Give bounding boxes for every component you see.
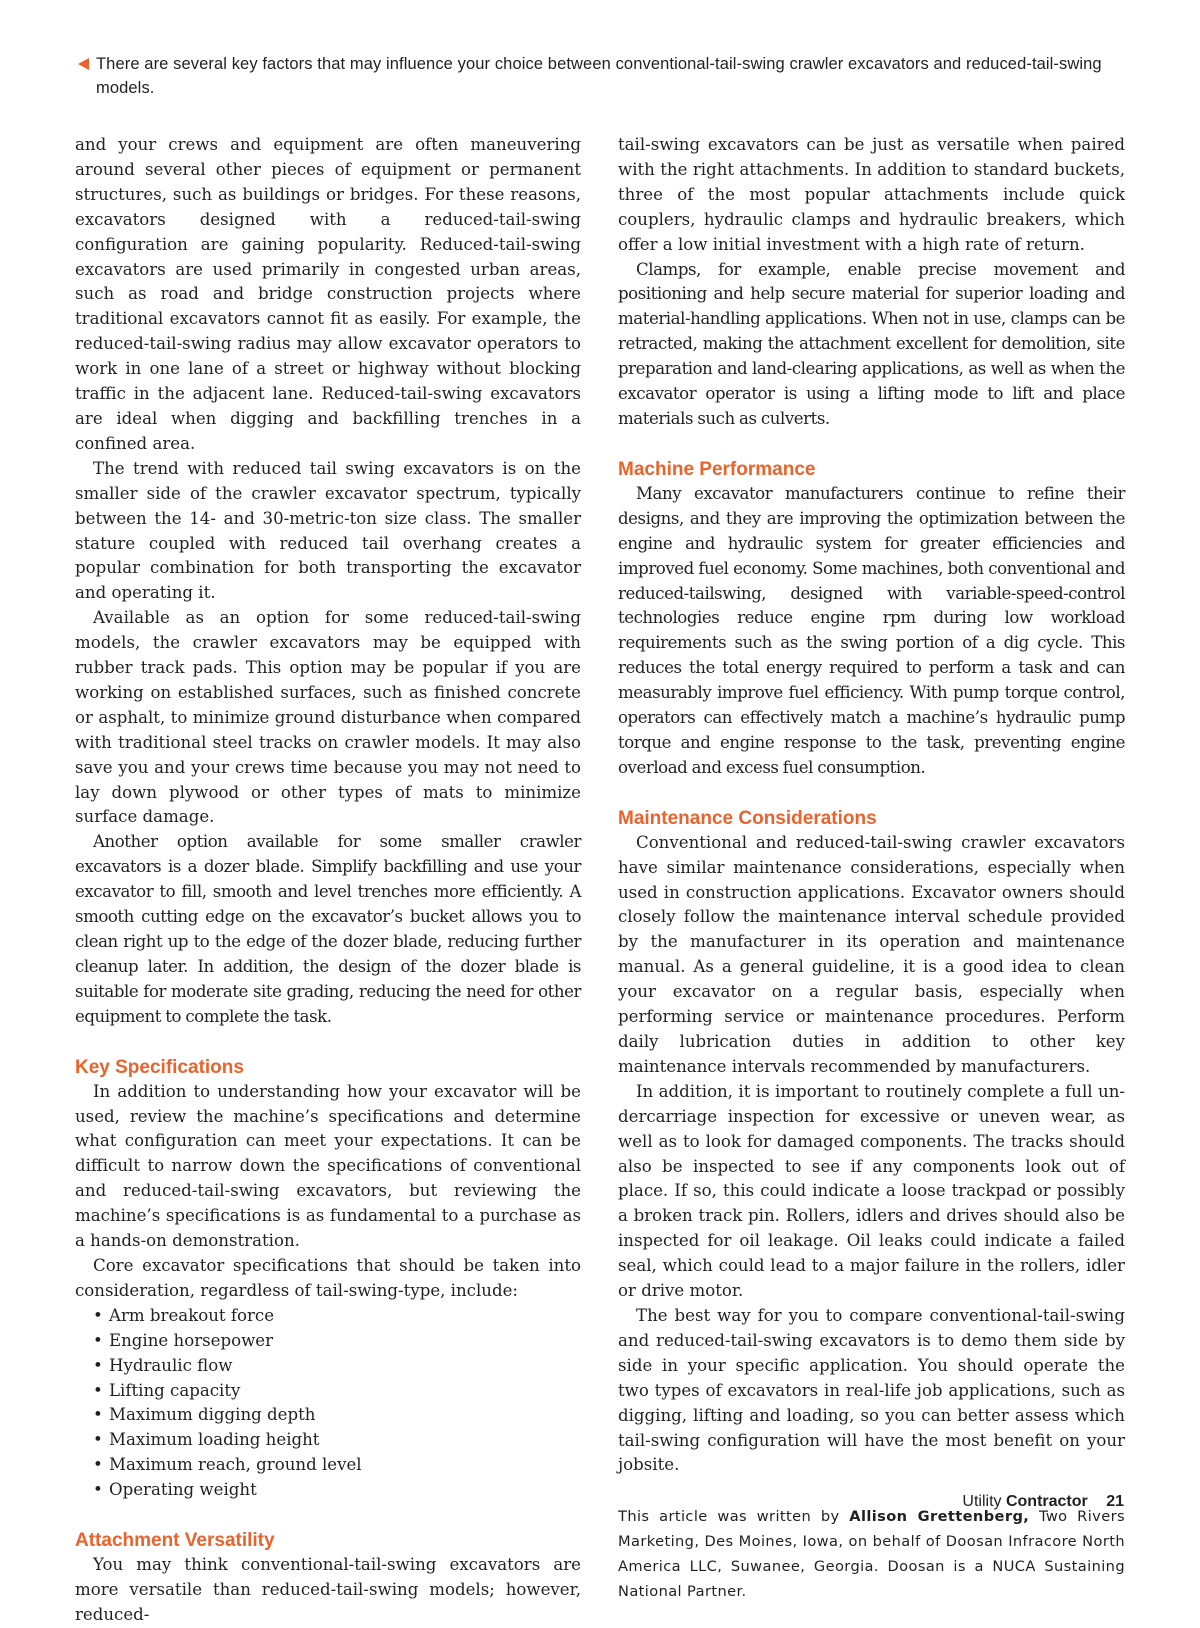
- left-column: [75, 133, 581, 1628]
- bullet-icon: •: [93, 1355, 103, 1375]
- section-heading-attachment-versatility: Attachment Versatility: [75, 1530, 275, 1552]
- magazine-name-utility: Utility: [962, 1493, 1002, 1510]
- caption-arrow-icon: [78, 58, 89, 70]
- paragraph: Conventional and reduced-tail-swing crawler excavators have similar maintenance considerations, especially when used in construction applications. Excavator owners should closely follow the maintenance interval schedule provided by the manufacturer in its operation and maintenance manual. As a general guideline, it is a good idea to clean your excavator on a regular basis, especially when performing service or maintenance procedures. Perform daily lubrication duties in addition to other key maintenance intervals recommended by manufacturers.: [618, 832, 1125, 1076]
- paragraph: The best way for you to compare conventional-tail-swing and reduced-tail-swing excavators is to demo them side by side in your specific application. You should operate the two types of excavators in real-life job applications, such as digging, lifting and loading, so you can better assess which tail-swing configuration will have the most benefit on your jobsite.: [618, 1305, 1125, 1475]
- bullet-icon: •: [93, 1480, 103, 1500]
- list-item-text: Operating weight: [109, 1480, 257, 1500]
- section-heading-machine-performance: Machine Performance: [618, 458, 816, 480]
- list-item-text: Arm breakout force: [109, 1305, 275, 1325]
- list-item: [93, 1379, 581, 1404]
- page-number: 21: [1106, 1493, 1124, 1510]
- list-item: [93, 1354, 581, 1379]
- list-item: [93, 1329, 581, 1354]
- list-item-text: Engine horsepower: [109, 1330, 274, 1350]
- paragraph: Another option available for some smaller crawler excavators is a dozer blade. Simplify backfilling and use your excavator to fill, smooth and level trenches more efficiently. A smooth cutting edge on the excavator’s bucket allows you to clean right up to the edge of the dozer blade, reducing further cleanup later. In addition, the design of the dozer blade is suitable for moderate site grading, reducing the need for other equipment to complete the task.: [75, 832, 581, 1026]
- paragraph: and your crews and equipment are often maneuvering around several other pieces of equipment or permanent structures, such as buildings or bridges. For these reasons, excavators designed with a reduced-tail-swing configuration are gaining popularity. Reduced-tail-swing excavators are used primarily in congested urban areas, such as road and bridge construction projects where traditional excavators cannot fit as easily. For example, the reduced-tail-swing radius may allow excavator operators to work in one lane of a street or highway without blocking traffic in the adjacent lane. Reduced-tail-swing excavators are ideal when digging and backfilling trenches in a confined area.: [75, 135, 581, 453]
- byline-prefix: This article was written by: [618, 1508, 840, 1526]
- list-item: [93, 1304, 581, 1329]
- list-item-text: Maximum reach, ground level: [109, 1455, 362, 1475]
- list-item: [93, 1403, 581, 1428]
- bullet-icon: •: [93, 1380, 103, 1400]
- list-item-text: Maximum loading height: [109, 1430, 320, 1450]
- paragraph: You may think conventional-tail-swing excavators are more versatile than reduced-tail-swing models; however, reduced-: [75, 1555, 581, 1624]
- paragraph: The trend with reduced tail swing excavators is on the smaller side of the crawler excavator spectrum, typically between the 14- and 30-metric-ton size class. The smaller stature coupled with reduced tail overhang creates a popular combination for both transporting the excavator and operating it.: [75, 458, 581, 603]
- magazine-name-contractor: Contractor: [1005, 1493, 1088, 1510]
- bullet-icon: •: [93, 1455, 103, 1475]
- paragraph: Available as an option for some reduced-tail-swing models, the crawler excavators may be equipped with rubber track pads. This option may be popular if you are working on established surfaces, such as finished concrete or asphalt, to minimize ground disturbance when compared with traditional steel tracks on crawler models. It may also save you and your crews time because you may not need to lay down plywood or other types of mats to minimize surface damage.: [75, 608, 581, 827]
- paragraph: Core excavator specifications that should be taken into consideration, regardless of tail-swing-type, include:: [75, 1255, 581, 1300]
- list-item-text: Hydraulic flow: [109, 1355, 233, 1375]
- paragraph: Clamps, for example, enable precise movement and positioning and help secure material for superior loading and material-handling applications. When not in use, clamps can be retracted, making the attachment excellent for demolition, site preparation and land-clearing applications, as well as when the excavator operator is using a lifting mode to lift and place materials such as culverts.: [618, 259, 1125, 428]
- paragraph: In addition, it is important to routinely complete a full undercarriage inspection for excessive or uneven wear, as well as to look for damaged components. The tracks should also be inspected to see if any components look out of place. If so, this could indicate a loose trackpad or possibly a broken track pin. Rollers, idlers and drives should also be inspected for oil leakage. Oil leaks could indicate a failed seal, which could lead to a major failure in the rollers, idler or drive motor.: [618, 1081, 1125, 1301]
- list-item-text: Maximum digging depth: [109, 1405, 316, 1425]
- bullet-icon: •: [93, 1305, 103, 1325]
- caption-text: There are several key factors that may influence your choice between conventional-tail-swing crawler excavators and reduced-tail-swing models.: [96, 55, 1102, 97]
- page-footer: [962, 1493, 1124, 1511]
- photo-caption: [78, 52, 1108, 100]
- paragraph: Many excavator manufacturers continue to refine their designs, and they are improving the optimization between the engine and hydraulic system for greater efficiencies and improved fuel economy. Some machines, both conventional and reduced-tailswing, designed with variable-speed-control technologies reduce engine rpm during low workload requirements such as the swing portion of a dig cycle. This reduces the total energy required to perform a task and can measurably improve fuel efficiency. With pump torque control, operators can effectively match a machine’s hydraulic pump torque and engine response to the task, preventing engine overload and excess fuel consumption.: [618, 483, 1125, 777]
- byline-author: Allison Grettenberg,: [849, 1508, 1030, 1526]
- list-item-text: Lifting capacity: [109, 1380, 241, 1400]
- bullet-icon: •: [93, 1330, 103, 1350]
- spec-list: [75, 1304, 581, 1503]
- list-item: [93, 1478, 581, 1503]
- list-item: [93, 1428, 581, 1453]
- section-heading-maintenance-considerations: Maintenance Considerations: [618, 807, 877, 829]
- byline-rest: Two Rivers Marketing, Des Moines, Iowa, on behalf of Doosan Infracore North America LLC, Suwanee, Georgia. Doosan is a NUCA Sustaining National Partner.: [618, 1508, 1125, 1601]
- section-heading-key-specifications: Key Specifications: [75, 1056, 244, 1078]
- paragraph: tail-swing excavators can be just as versatile when paired with the right attachments. In addition to standard buckets, three of the most popular attachments include quick couplers, hydraulic clamps and hydraulic breakers, which offer a low initial investment with a high rate of return.: [618, 135, 1125, 254]
- bullet-icon: •: [93, 1430, 103, 1450]
- bullet-icon: •: [93, 1405, 103, 1425]
- list-item: [93, 1453, 581, 1478]
- paragraph: In addition to understanding how your excavator will be used, review the machine’s specifications and determine what configuration can meet your expectations. It can be difficult to narrow down the specifications of conventional and reduced-tail-swing excavators, but reviewing the machine’s specifications is as fundamental to a purchase as a hands-on demonstration.: [75, 1081, 581, 1251]
- right-column: [618, 133, 1125, 1604]
- author-byline: [618, 1504, 1125, 1604]
